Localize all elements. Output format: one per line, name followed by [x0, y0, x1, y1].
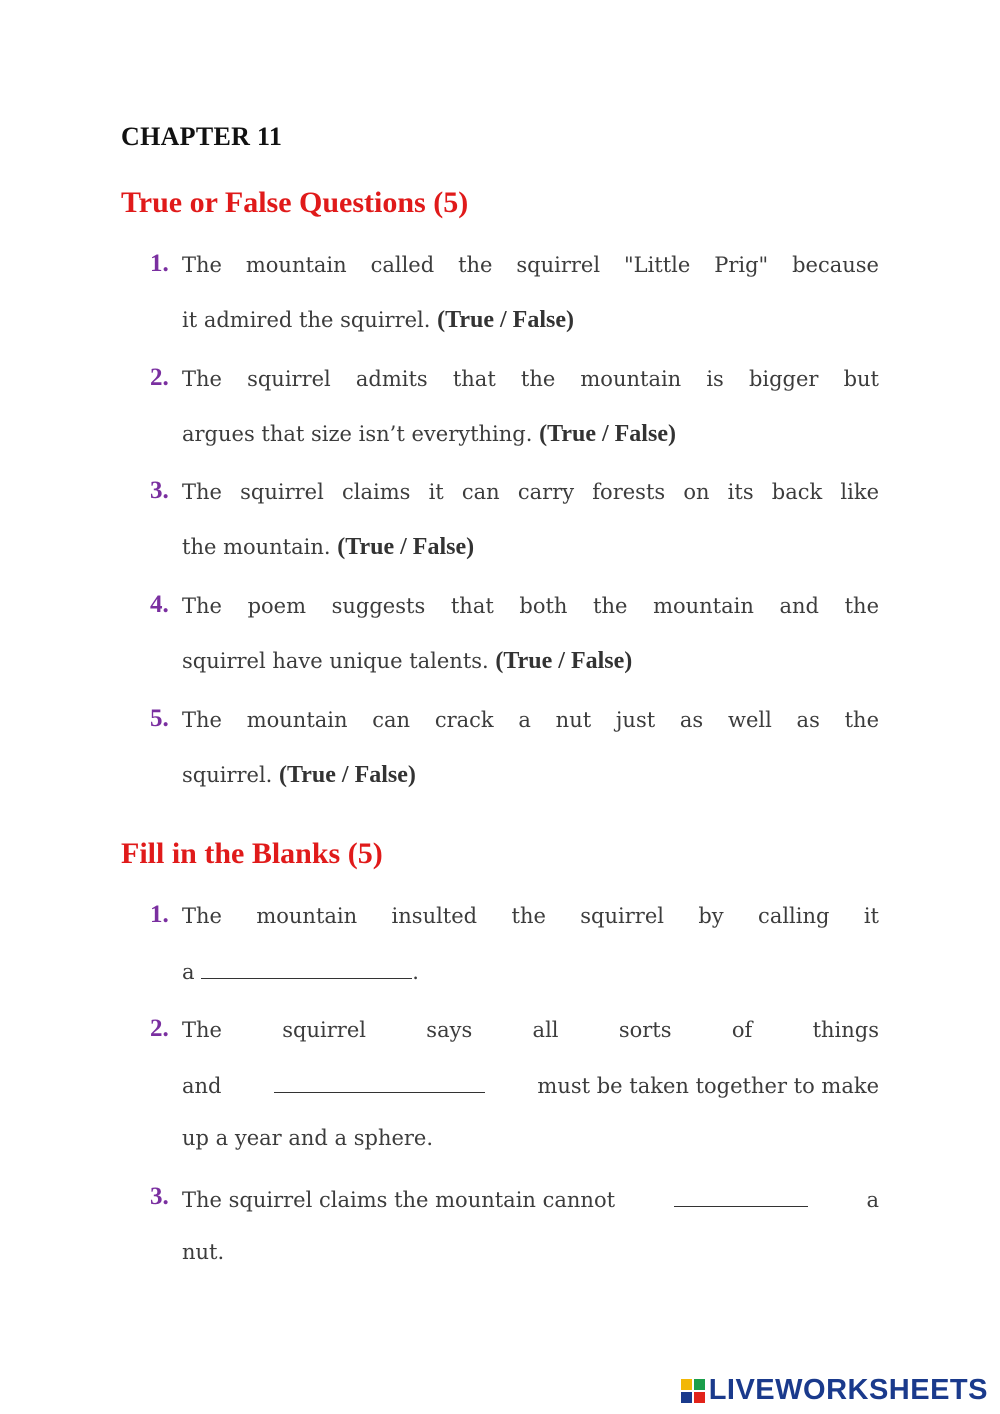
question-number: 2.: [150, 1015, 169, 1042]
question-text-line2: squirrel. (True / False): [182, 762, 416, 788]
question-text-line2: nut.: [182, 1240, 225, 1264]
question-text-line2: argues that size isn’t everything. (True / False): [182, 421, 676, 447]
question-text-line2: squirrel have unique talents. (True / False): [182, 648, 633, 674]
fill-blanks-title: Fill in the Blanks (5): [121, 837, 383, 870]
true-false-option[interactable]: (True / False): [279, 762, 416, 788]
question-text-line1: The mountain called the squirrel "Little Prig" because: [182, 253, 879, 277]
question-number: 3.: [150, 1183, 169, 1210]
question-number: 2.: [150, 364, 169, 391]
question-number: 1.: [150, 250, 169, 277]
answer-blank[interactable]: [274, 1072, 485, 1093]
question-text-line2: a .: [182, 960, 419, 984]
question-text-line1: The poem suggests that both the mountain and the: [182, 594, 879, 618]
question-text-line2: the mountain. (True / False): [182, 534, 475, 560]
true-false-title: True or False Questions (5): [121, 186, 469, 219]
answer-blank[interactable]: [201, 958, 412, 979]
chapter-heading: CHAPTER 11: [121, 122, 283, 151]
question-text-line1: The squirrel admits that the mountain is bigger but: [182, 367, 879, 391]
answer-blank[interactable]: [674, 1186, 808, 1207]
question-number: 4.: [150, 591, 169, 618]
question-number: 3.: [150, 477, 169, 504]
liveworksheets-logo-text: LIVEWORKSHEETS: [708, 1373, 988, 1406]
question-text-line1: The squirrel claims the mountain cannot a: [182, 1188, 879, 1212]
question-text-line2: and must be taken together to make: [182, 1074, 879, 1098]
question-text-line1: The squirrel claims it can carry forests on its back like: [182, 480, 879, 504]
true-false-option[interactable]: (True / False): [337, 534, 475, 560]
question-text-line1: The mountain insulted the squirrel by calling it: [182, 904, 879, 928]
liveworksheets-logo: [681, 1373, 988, 1406]
true-false-option[interactable]: (True / False): [539, 421, 676, 447]
question-number: 5.: [150, 705, 169, 732]
question-text-line2: it admired the squirrel. (True / False): [182, 307, 574, 333]
question-text-line1: The mountain can crack a nut just as well as the: [182, 708, 879, 732]
true-false-option[interactable]: (True / False): [437, 307, 574, 333]
true-false-option[interactable]: (True / False): [495, 648, 633, 674]
question-text-line1: The squirrel says all sorts of things: [182, 1018, 879, 1042]
liveworksheets-logo-icon: [681, 1377, 707, 1403]
question-number: 1.: [150, 901, 169, 928]
question-text-line3: up a year and a sphere.: [182, 1126, 434, 1150]
